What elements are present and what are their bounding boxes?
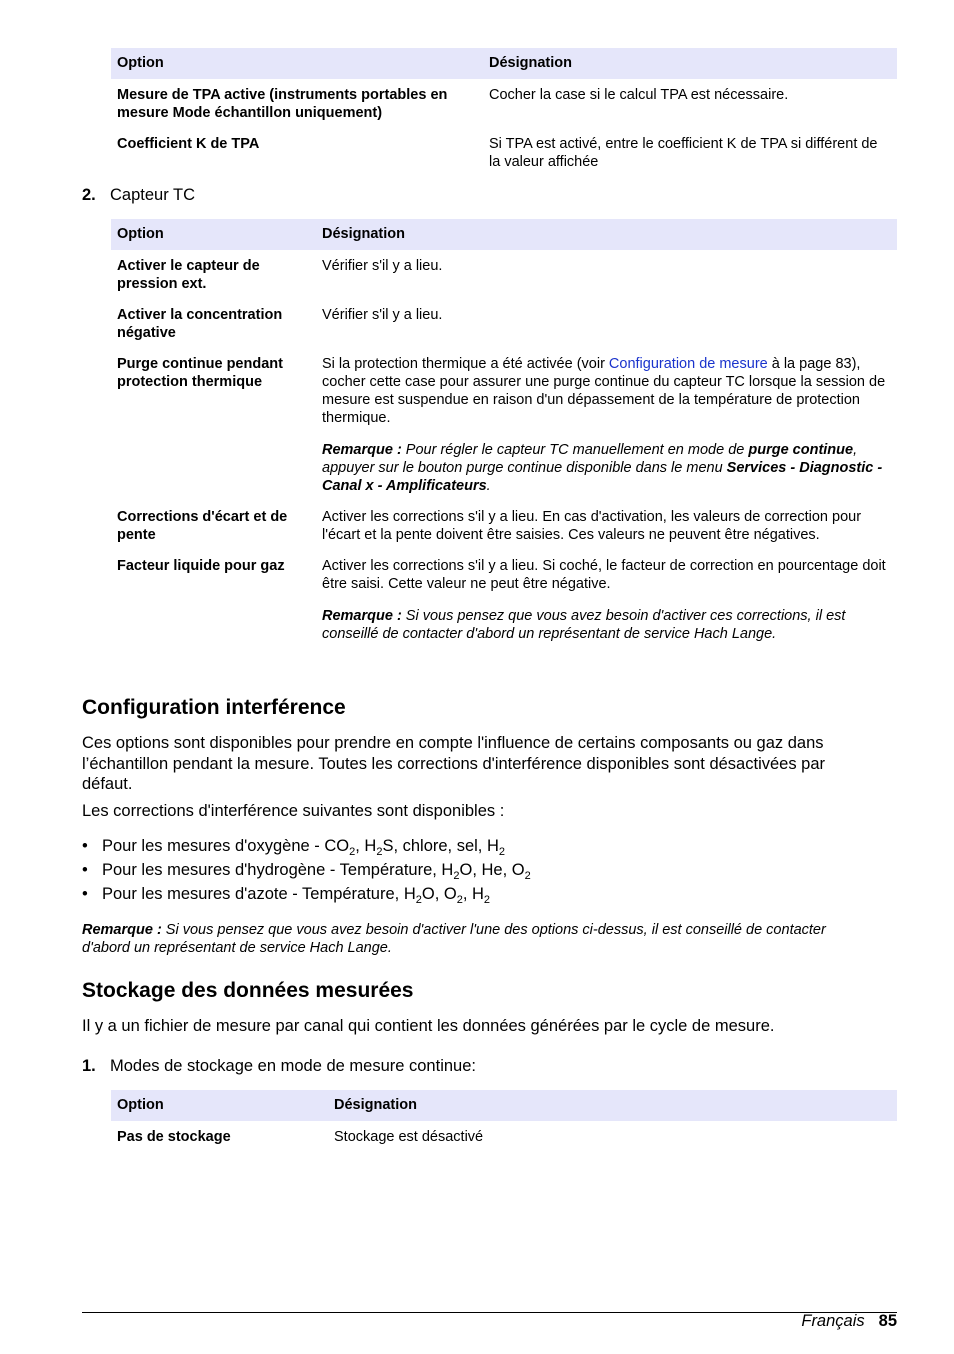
table-header-row — [111, 48, 897, 79]
desc-text: à la page 83), cocher cette case pour assurer une purge continue du capteur TC lorsque la session de mesure est suspendue en raison d'un dépassement de la température de protection thermique. — [322, 356, 886, 426]
option-cell: Activer la concentration négative — [117, 307, 283, 341]
step-label: Capteur TC — [110, 186, 195, 204]
subscript: 2 — [483, 894, 491, 906]
section-title-interference: Configuration interférence — [82, 696, 346, 719]
subscript: 2 — [453, 870, 460, 882]
bullet-text: Pour les mesures d'hydrogène - Température, H — [102, 861, 454, 879]
col-header-designation: Désignation — [316, 219, 897, 250]
bullet-text: , H — [355, 837, 377, 855]
subscript: 2 — [415, 894, 422, 906]
subscript: 2 — [376, 846, 383, 858]
note-label: Remarque : — [82, 922, 162, 938]
tpa-options-table — [111, 48, 897, 177]
table-row — [111, 79, 897, 128]
note-text: , appuyer sur le bouton purge continue disponible dans le menu — [322, 442, 858, 476]
designation-cell: Cocher la case si le calcul TPA est nécessaire. — [489, 87, 789, 103]
note-label: Remarque : — [322, 608, 402, 624]
bullet: • — [82, 861, 88, 879]
note-emphasis: purge continue — [748, 442, 854, 458]
subscript: 2 — [524, 870, 531, 882]
note — [322, 607, 891, 643]
option-cell: Corrections d'écart et de pente — [117, 509, 288, 543]
table-row — [111, 299, 897, 348]
step-1 — [82, 1057, 476, 1076]
list-item — [82, 885, 531, 909]
footer-language: Français — [801, 1312, 865, 1330]
bullet-text: Pour les mesures d'azote - Température, H — [102, 885, 416, 903]
note-text: Si vous pensez que vous avez besoin d'activer l'une des options ci-dessus, il est conseillé de contacter d'abord un représentant de service Hach Lange. — [82, 922, 826, 956]
page-number: 85 — [878, 1312, 897, 1330]
table-header-row — [111, 219, 897, 250]
col-header-option: Option — [111, 48, 483, 79]
footer-rule — [82, 1312, 897, 1313]
list-item — [82, 861, 531, 885]
note — [322, 441, 891, 495]
col-header-option: Option — [111, 219, 316, 250]
table-row — [111, 128, 897, 177]
interference-note — [82, 921, 872, 957]
subscript: 2 — [498, 846, 506, 858]
storage-intro: Il y a un fichier de mesure par canal qui contient les données générées par le cycle de mesure. — [82, 1017, 775, 1035]
table-header-row — [111, 1090, 897, 1121]
col-header-designation: Désignation — [328, 1090, 897, 1121]
table-row — [111, 1121, 897, 1152]
note-text: . — [486, 478, 491, 494]
interference-intro-2: Les corrections d'interférence suivantes sont disponibles : — [82, 802, 505, 820]
section-title-storage: Stockage des données mesurées — [82, 979, 414, 1002]
bullet-text: S, chlore, sel, H — [382, 837, 499, 855]
note-text: Si vous pensez que vous avez besoin d'activer ces corrections, il est conseillé de contacter d'abord un représentant de service Hach Lange. — [322, 608, 846, 642]
option-cell: Coefficient K de TPA — [117, 136, 260, 152]
step-number: 2. — [82, 186, 96, 204]
designation-cell: Si TPA est activé, entre le coefficient K de TPA si différent de la valeur affichée — [489, 136, 878, 170]
tc-sensor-options-table — [111, 219, 897, 649]
option-cell: Mesure de TPA active (instruments portables en mesure Mode échantillon uniquement) — [117, 87, 448, 121]
option-cell: Facteur liquide pour gaz — [117, 558, 285, 574]
table-row — [111, 501, 897, 550]
bullet-text: O, O — [421, 885, 457, 903]
subscript: 2 — [349, 846, 356, 858]
bullet-text: Pour les mesures d'oxygène - CO — [102, 837, 350, 855]
designation-cell: Stockage est désactivé — [334, 1129, 484, 1145]
menu-path: Services - Diagnostic - Canal x - Amplificateurs — [322, 460, 883, 494]
interference-list — [82, 837, 531, 909]
page-footer — [801, 1312, 897, 1331]
option-cell: Activer le capteur de pression ext. — [117, 258, 260, 292]
bullet-text: O, He, O — [459, 861, 525, 879]
step-label: Modes de stockage en mode de mesure continue: — [110, 1057, 476, 1075]
table-row — [111, 348, 897, 501]
table-row — [111, 250, 897, 299]
designation-cell: Vérifier s'il y a lieu. — [322, 258, 443, 274]
bullet: • — [82, 885, 88, 903]
note-label: Remarque : — [322, 442, 402, 458]
table-row — [111, 550, 897, 649]
bullet-text: , H — [462, 885, 484, 903]
col-header-option: Option — [111, 1090, 328, 1121]
designation-cell — [316, 348, 897, 501]
desc-text: Si la protection thermique a été activée (voir — [322, 356, 609, 372]
note-text: Pour régler le capteur TC manuellement en mode de — [401, 442, 749, 458]
config-mesure-link[interactable]: Configuration de mesure — [608, 356, 768, 372]
step-2 — [82, 186, 195, 205]
option-cell: Purge continue pendant protection thermique — [117, 356, 283, 390]
step-number: 1. — [82, 1057, 96, 1075]
designation-cell — [316, 550, 897, 649]
subscript: 2 — [456, 894, 463, 906]
desc-text: Activer les corrections s'il y a lieu. Si coché, le facteur de correction en pourcentage doit être saisi. Cette valeur ne peut être négative. — [322, 558, 886, 592]
col-header-designation: Désignation — [483, 48, 897, 79]
storage-options-table — [111, 1090, 897, 1152]
bullet: • — [82, 837, 88, 855]
list-item — [82, 837, 531, 861]
interference-intro: Ces options sont disponibles pour prendre en compte l'influence de certains composants ou gaz dans l’échantillon pendant la mesure. Toutes les corrections d'interférence disponibles sont désactivées par défaut. — [82, 734, 826, 793]
designation-cell: Vérifier s'il y a lieu. — [322, 307, 443, 323]
designation-cell: Activer les corrections s'il y a lieu. En cas d'activation, les valeurs de correction pour l'écart et la pente doivent être saisies. Ces valeurs ne peuvent être négatives. — [322, 509, 862, 543]
option-cell: Pas de stockage — [117, 1129, 231, 1145]
